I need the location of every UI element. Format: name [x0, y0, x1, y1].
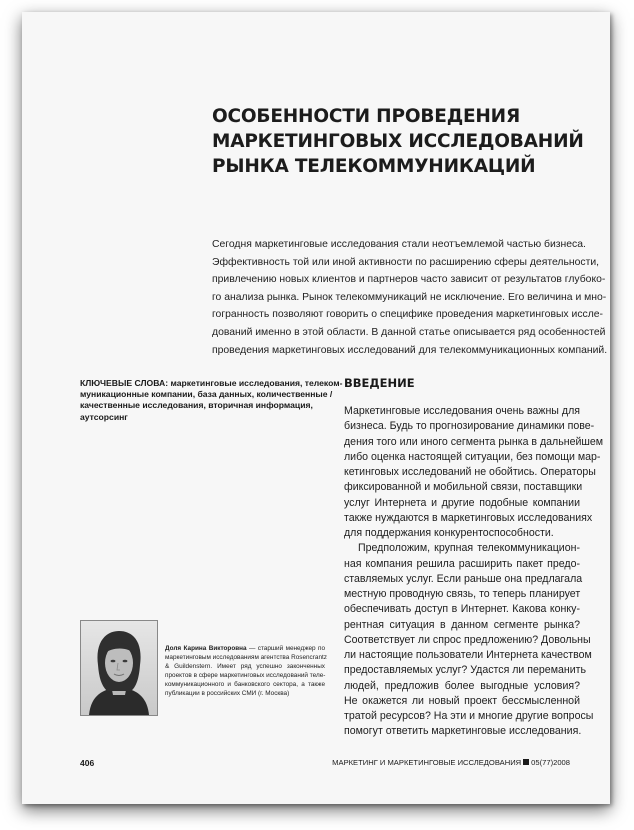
- keywords-line: качественные исследования, вторичная информация,: [80, 400, 313, 411]
- article-title: [212, 104, 584, 179]
- author-bio: [165, 644, 325, 698]
- lead-line: проведения маркетинговых исследований для телекоммуникационных компаний.: [212, 344, 608, 356]
- bio-line: [165, 644, 325, 653]
- body-line: тратой ресурсов? На эти и многие другие вопросы: [344, 710, 594, 722]
- square-bullet-icon: [523, 759, 529, 765]
- author-name: Доля Карина Викторовна: [165, 645, 247, 652]
- bio-line: коммуникационного и банковского сектора, а также: [165, 681, 325, 688]
- body-line: либо оценка настоящей ситуации, без помощи мар-: [344, 450, 601, 463]
- lead-line: Эффективность той или иной активности по расширению сферы деятельности,: [212, 256, 600, 268]
- bio-line: проектов в сфере маркетинговых исследований теле-: [165, 672, 326, 679]
- page-number: 406: [80, 758, 95, 768]
- body-line: ная компания решила расширить пакет предо-: [344, 557, 580, 570]
- keywords-line: аутсорсинг: [80, 411, 128, 422]
- running-footer: [332, 758, 570, 767]
- title-line: ОСОБЕННОСТИ ПРОВЕДЕНИЯ: [212, 106, 521, 127]
- body-line: для поддержания конкурентоспособности.: [344, 527, 554, 539]
- body-line: обеспечивать доступ в Интернет. Какова конку-: [344, 603, 580, 616]
- lead-line: гогранность позволяют говорить о специфике проведения маркетинговых иссле-: [212, 309, 604, 321]
- body-line: Соответствует ли спрос предложению? Довольны: [344, 633, 591, 646]
- lead-line: Сегодня маркетинговые исследования стали неотъемлемой частью бизнеса.: [212, 239, 586, 250]
- bio-line: маркетинговым исследованиям агентства Rosencrantz: [165, 654, 327, 661]
- article-lead: [212, 236, 608, 359]
- title-line: МАРКЕТИНГОВЫХ ИССЛЕДОВАНИЙ: [212, 131, 584, 152]
- body-line: Маркетинговые исследования очень важны для: [344, 405, 580, 417]
- section-heading: ВВЕДЕНИЕ: [344, 376, 415, 390]
- body-line: местную проводную связь, то теперь планирует: [344, 588, 581, 600]
- title-line: РЫНКА ТЕЛЕКОММУНИКАЦИЙ: [212, 156, 536, 177]
- journal-name: МАРКЕТИНГ И МАРКЕТИНГОВЫЕ ИССЛЕДОВАНИЯ: [332, 758, 522, 767]
- body-line: бизнеса. Будь то прогнозирование динамики пове-: [344, 420, 595, 433]
- body-line: ли настоящие пользователи Интернета качеством: [344, 649, 592, 661]
- body-line: фиксированной и мобильной связи, поставщики: [344, 481, 583, 494]
- magazine-page: [22, 12, 610, 804]
- body-line: ставляемых услуг. Если раньше она предлагала: [344, 572, 583, 585]
- body-line: Не окажется ли новый проект бессмысленной: [344, 694, 580, 707]
- body-line: помогут ответить маркетинговые исследования.: [344, 725, 582, 738]
- author-photo: [80, 620, 158, 716]
- body-line: кетинговых исследований не обойтись. Операторы: [344, 466, 596, 478]
- lead-line: го анализа рынка. Рынок телекоммуникаций не исключение. Его величина и мно-: [212, 291, 607, 303]
- keywords-line: муникационные компании, база данных, количественные /: [80, 389, 333, 400]
- article-body: [344, 404, 604, 740]
- author-portrait-image: [81, 621, 157, 715]
- keywords-line: КЛЮЧЕВЫЕ СЛОВА: маркетинговые исследования, телеком-: [80, 378, 343, 388]
- body-line: дения того или иного сегмента рынка в дальнейшем: [344, 435, 604, 448]
- body-line: рентная ситуация в данном сегменте рынка?: [344, 618, 580, 631]
- issue-number: 05(77)2008: [531, 758, 570, 767]
- body-line: людей, предложив более выгодные условия?: [344, 679, 580, 692]
- body-line: также нуждаются в маркетинговых исследованиях: [344, 511, 593, 524]
- lead-line: дований именно в этой области. В данной статье описывается ряд особенностей: [212, 326, 606, 338]
- bio-line: публикации в российских СМИ (г. Москва): [165, 690, 290, 697]
- bio-first-line-rest: — старший менеджер по: [246, 645, 325, 652]
- lead-line: привлечению новых клиентов и партнеров часто зависит от результатов глубоко-: [212, 274, 606, 286]
- keywords-block: [80, 378, 343, 423]
- body-line: предоставляемых услуг? Удастся ли переманить: [344, 664, 587, 677]
- bio-line: & Guildenstern. Имеет ряд успешно законченных: [165, 663, 325, 670]
- body-line: услуг Интернета и другие подобные компании: [344, 496, 580, 509]
- body-line: Предположим, крупная телекоммуникацион-: [358, 542, 580, 555]
